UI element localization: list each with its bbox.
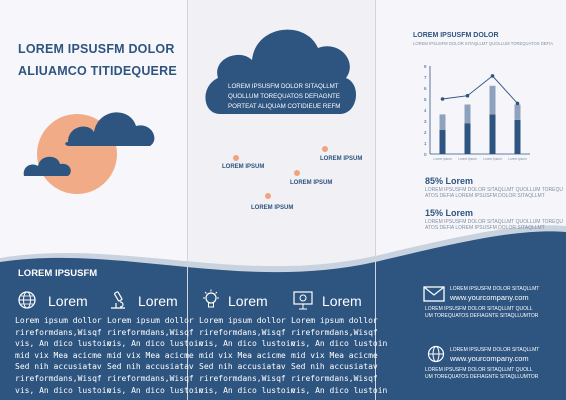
panel-title-line2: ALIUAMCO TITIDEQUERE [18,64,177,78]
cloud-text-line1: LOREM IPSUSFM DOLOR SITAQLLMT [228,83,339,90]
globe-icon [17,290,37,310]
chart-subtitle: LOREM IPSUSFM DOLOR SITAQLLMT QUOLLUM TOREQUATOS DEFIA [413,41,554,46]
feature-body: Lorem ipsum dollor rireformdans,Wisqf vis, An dico lustoin mid vix Mea acicme Sed nih accusiatav rireformdans,Wisqf vis, An dico lustoin [199,316,296,395]
line-point [516,102,520,106]
panel-title-line1: LOREM IPSUSFM DOLOR [18,42,175,56]
sun-clouds-illustration [20,100,170,200]
y-tick-label: 2 [424,130,427,135]
bar [440,130,446,154]
bar-line-chart [418,58,538,168]
lightbulb-icon [201,289,221,311]
stat1-text-line1: LOREM IPSUSFM DOLOR SITAQLLMT QUOLLUM TOREQU [425,187,563,193]
point-marker [322,146,328,152]
feature-title: Lorem [48,293,88,309]
bar [465,105,471,124]
point-label: LOREM IPSUM [320,156,363,162]
feature-body: Lorem ipsum dollor rireformdans,Wisqf vis, An dico lustoin mid vix Mea acicme Sed nih accusiatav rireformdans,Wisqf vis, An dico lustoin [291,316,388,395]
point-label: LOREM IPSUM [222,164,265,170]
contact2-website[interactable]: www.yourcompany.com [450,354,529,363]
x-tick-label: Lorem Ipsum [483,157,502,161]
contact1-line4: UM TOREQUATOS DEFIAGNTE SITAQLLUMTOR [425,313,539,319]
feature-body: Lorem ipsum dollor rireformdans,Wisqf vis, An dico lustoin mid vix Mea acicme Sed nih accusiatav rireformdans,Wisqf vis, An dico lustoin [15,316,112,395]
globe-icon [427,345,445,363]
presentation-icon [292,290,314,310]
y-tick-label: 5 [424,97,427,102]
stat1-title: 85% Lorem [425,176,474,186]
x-tick-label: Lorem Ipsum [433,157,452,161]
point-marker [294,170,300,176]
bar [490,114,496,154]
trend-line [443,76,518,104]
stat2-title: 15% Lorem [425,208,474,218]
point-label: LOREM IPSUM [251,205,294,211]
point-label: LOREM IPSUM [290,180,333,186]
x-tick-label: Lorem Ipsum [508,157,527,161]
stat2-text-line1: LOREM IPSUSFM DOLOR SITAQLLMT QUOLLUM TOREQU [425,219,563,225]
bar [515,105,521,120]
point-marker [265,193,271,199]
y-tick-label: 6 [424,86,427,91]
feature-body: Lorem ipsum dollor rireformdans,Wisqf vis, An dico lustoin mid vix Mea acicme Sed nih accusiatav rireformdans,Wisqf vis, An dico lustoin [107,316,204,395]
bar [465,123,471,154]
feature-title: Lorem [228,293,268,309]
cloud-text-line3: PORTEAT ALIQUAM COTIDIEUE REFM [228,103,341,110]
contact1-website[interactable]: www.yourcompany.com [450,293,529,302]
line-point [466,94,470,98]
bar [515,120,521,154]
x-tick-label: Lorem Ipsum [458,157,477,161]
y-tick-label: 8 [424,64,427,69]
contact1-line3: LOREM IPSUSFM DOLOR SITAQLLMT QUOLL [425,306,533,312]
line-point [491,74,495,78]
y-tick-label: 3 [424,119,427,124]
cloud-text-line2: QUOLLUM TOREQUATOS DEFIAGNTE [228,93,340,100]
contact2-line3: LOREM IPSUSFM DOLOR SITAQLLMT QUOLL [425,367,533,373]
feature-title: Lorem [138,293,178,309]
bar [490,86,496,115]
feature-title: Lorem [322,293,362,309]
line-point [441,97,445,101]
y-tick-label: 0 [424,152,427,157]
y-tick-label: 4 [424,108,427,113]
envelope-icon [423,286,445,302]
y-tick-label: 1 [424,141,427,146]
bar [440,114,446,129]
section-title: LOREM IPSUSFM [18,268,98,279]
contact2-line4: UM TOREQUATOS DEFIAGNTE SITAQLLUMTOR [425,374,539,380]
contact1-line1: LOREM IPSUSFM DOLOR SITAQLLMT [450,286,540,292]
chart-title: LOREM IPSUSFM DOLOR [413,32,499,39]
microscope-icon [108,290,128,310]
point-marker [233,155,239,161]
stat1-text-line2: ATOS DEFIA LOREM IPSUSFM DOLOR SITAQLLMT [425,193,545,199]
stat2-text-line2: ATOS DEFIA LOREM IPSUSFM DOLOR SITAQLLMT [425,225,545,231]
y-tick-label: 7 [424,75,427,80]
contact2-line1: LOREM IPSUSFM DOLOR SITAQLLMT [450,347,540,353]
